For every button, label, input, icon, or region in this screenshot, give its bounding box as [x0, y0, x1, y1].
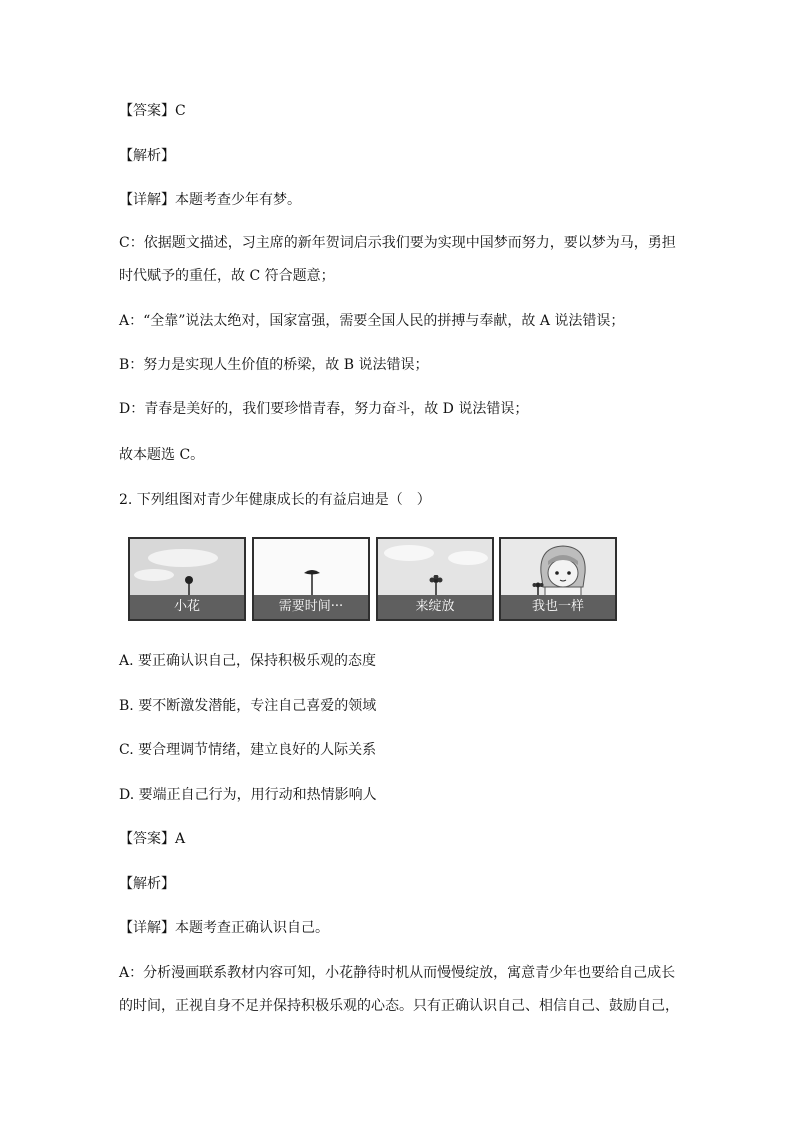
- analysis-heading: 【解析】: [119, 148, 175, 164]
- option-b: B. 要不断激发潜能，专注自己喜爱的领域: [119, 698, 377, 714]
- comic-panel-2: [252, 537, 370, 621]
- cloud-shape: [384, 545, 434, 561]
- comic-caption: 需要时间···: [254, 595, 368, 619]
- option-c: C. 要合理调节情绪，建立良好的人际关系: [119, 742, 377, 758]
- answer-line: 【答案】A: [119, 831, 186, 847]
- cloud-shape: [448, 551, 488, 565]
- explanation-a-line1: A：分析漫画联系教材内容可知，小花静待时机从而慢慢绽放，寓意青少年也要给自己成长: [119, 965, 676, 981]
- explanation-a-line2: 的时间，正视自身不足并保持积极乐观的心态。只有正确认识自己、相信自己、鼓励自己，: [119, 998, 679, 1014]
- explanation-d: D：青春是美好的，我们要珍惜青春，努力奋斗，故 D 说法错误；: [119, 401, 529, 417]
- comic-caption: 小花: [130, 595, 244, 619]
- answer-line: 【答案】C: [119, 103, 186, 119]
- sprout-icon: [182, 575, 196, 597]
- sprout-icon: [302, 567, 322, 597]
- comic-caption: 来绽放: [378, 595, 492, 619]
- conclusion-line: 故本题选 C。: [119, 447, 205, 463]
- explanation-b: B：努力是实现人生价值的桥梁，故 B 说法错误；: [119, 357, 429, 373]
- option-a: A. 要正确认识自己，保持积极乐观的态度: [119, 653, 377, 669]
- explanation-a: A：“全靠”说法太绝对，国家富强，需要全国人民的拼搏与奉献，故 A 说法错误；: [119, 313, 625, 329]
- cloud-shape: [134, 569, 174, 581]
- cloud-shape: [148, 549, 218, 567]
- comic-caption: 我也一样: [501, 595, 615, 619]
- explanation-c-line2: 时代赋予的重任，故 C 符合题意；: [119, 268, 335, 284]
- question-2-stem: 2. 下列组图对青少年健康成长的有益启迪是（ ）: [119, 492, 431, 508]
- comic-panel-4: [499, 537, 617, 621]
- explanation-c-line1: C：依据题文描述，习主席的新年贺词启示我们要为实现中国梦而努力，要以梦为马，勇担: [119, 235, 676, 251]
- detail-line: 【详解】本题考查正确认识自己。: [119, 920, 329, 936]
- flower-icon: [428, 575, 444, 597]
- detail-line: 【详解】本题考查少年有梦。: [119, 192, 301, 208]
- comic-panel-1: [128, 537, 246, 621]
- comic-panel-3: [376, 537, 494, 621]
- analysis-heading: 【解析】: [119, 876, 175, 892]
- option-d: D. 要端正自己行为，用行动和热情影响人: [119, 787, 377, 803]
